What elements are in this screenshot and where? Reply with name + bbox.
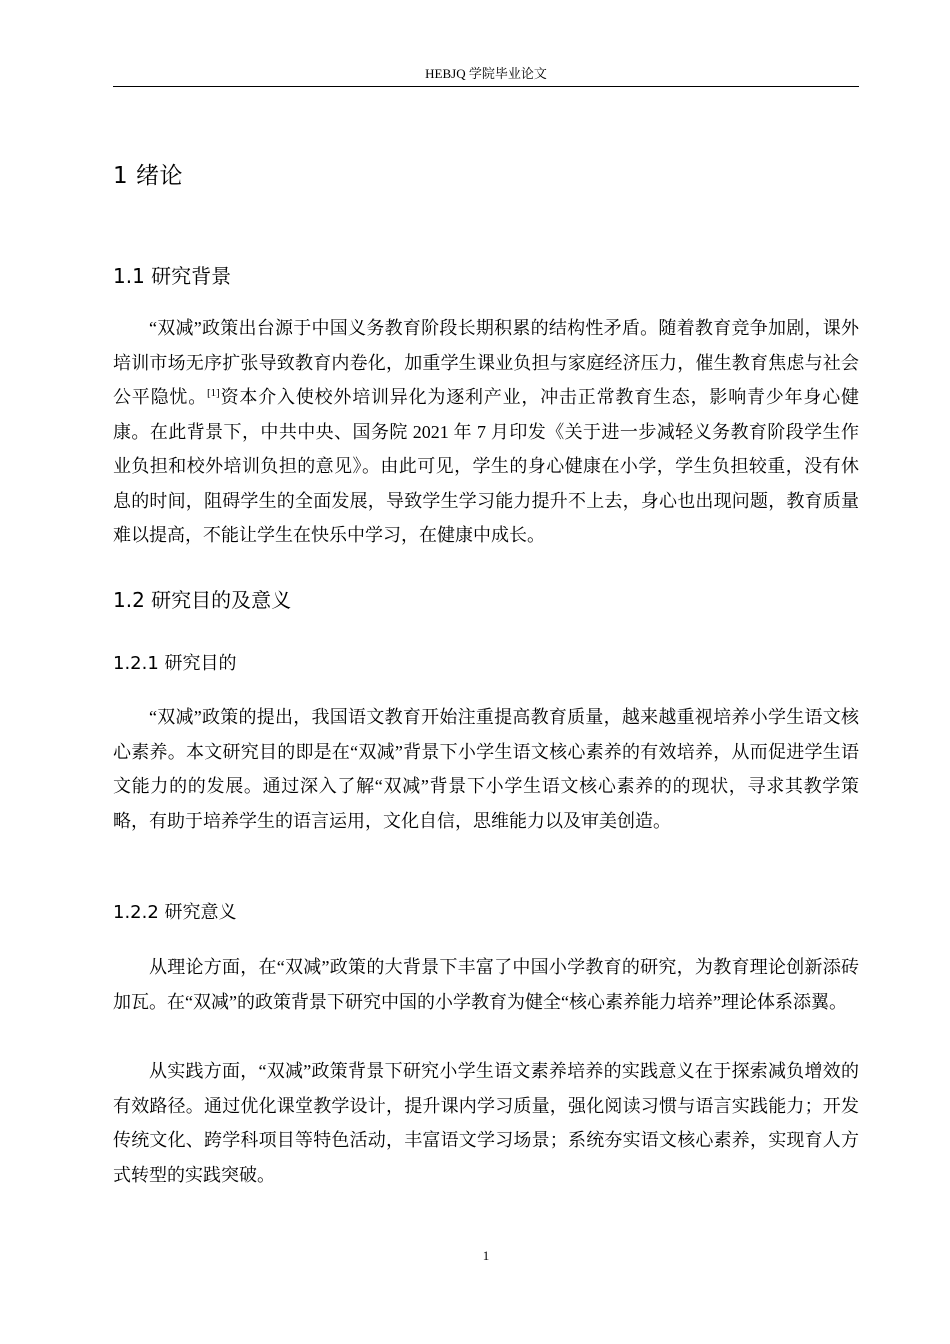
page-header: HEBJQ 学院毕业论文 xyxy=(425,66,547,81)
section-title-research-background: 1.1 研究背景 xyxy=(113,264,232,288)
section-title-purpose-significance: 1.2 研究目的及意义 xyxy=(113,588,292,612)
paragraph-research-background xyxy=(113,311,859,553)
header-divider xyxy=(113,86,859,87)
paragraph-theoretical-significance: 从理论方面，在“双减”政策的大背景下丰富了中国小学教育的研究，为教育理论创新添砖加瓦。在“双减”的政策背景下研究中国的小学教育为健全“核心素养能力培养”理论体系添翼。 xyxy=(113,957,859,1012)
subsection-title-research-purpose: 1.2.1 研究目的 xyxy=(113,653,237,674)
subsection-title-research-significance: 1.2.2 研究意义 xyxy=(113,902,237,923)
paragraph-research-purpose: “双减”政策的提出，我国语文教育开始注重提高教育质量，越来越重视培养小学生语文核心素养。本文研究目的即是在“双减”背景下小学生语文核心素养的有效培养，从而促进学生语文能力的的发展。通过深入了解“双减”背景下小学生语文核心素养的的现状，寻求其教学策略，有助于培养学生的语言运用，文化自信，思维能力以及审美创造。 xyxy=(113,707,859,831)
paragraph-practical-significance: 从实践方面，“双减”政策背景下研究小学生语文素养培养的实践意义在于探索减负增效的有效路径。通过优化课堂教学设计，提升课内学习质量，强化阅读习惯与语言实践能力；开发传统文化、跨学科项目等特色活动，丰富语文学习场景；系统夯实语文核心素养，实现育人方式转型的实践突破。 xyxy=(113,1061,859,1185)
paragraph-text: “双减”政策出台源于中国义务教育阶段长期积累的结构性矛盾。随着教育竞争加剧，课外培训市场无序扩张导致教育内卷化，加重学生课业负担与家庭经济压力，催生教育焦虑与社会公平隐忧。 xyxy=(113,318,859,407)
chapter-title: 1 绪论 xyxy=(113,163,183,189)
paragraph-text: 资本介入使校外培训异化为逐利产业，冲击正常教育生态，影响青少年身心健康。在此背景下，中共中央、国务院 2021 年 7 月印发《关于进一步减轻义务教育阶段学生作业负担和校外培训负担的意见》。由此可见，学生的身心健康在小学，学生负担较重，没有休息的时间，阻碍学生的全面发展，导致学生学习能力提升不上去，身心也出现问题，教育质量难以提高，不能让学生在快乐中学习，在健康中成长。 xyxy=(113,387,859,545)
citation-marker[interactable]: [1] xyxy=(207,387,220,399)
page-number: 1 xyxy=(482,1248,490,1263)
